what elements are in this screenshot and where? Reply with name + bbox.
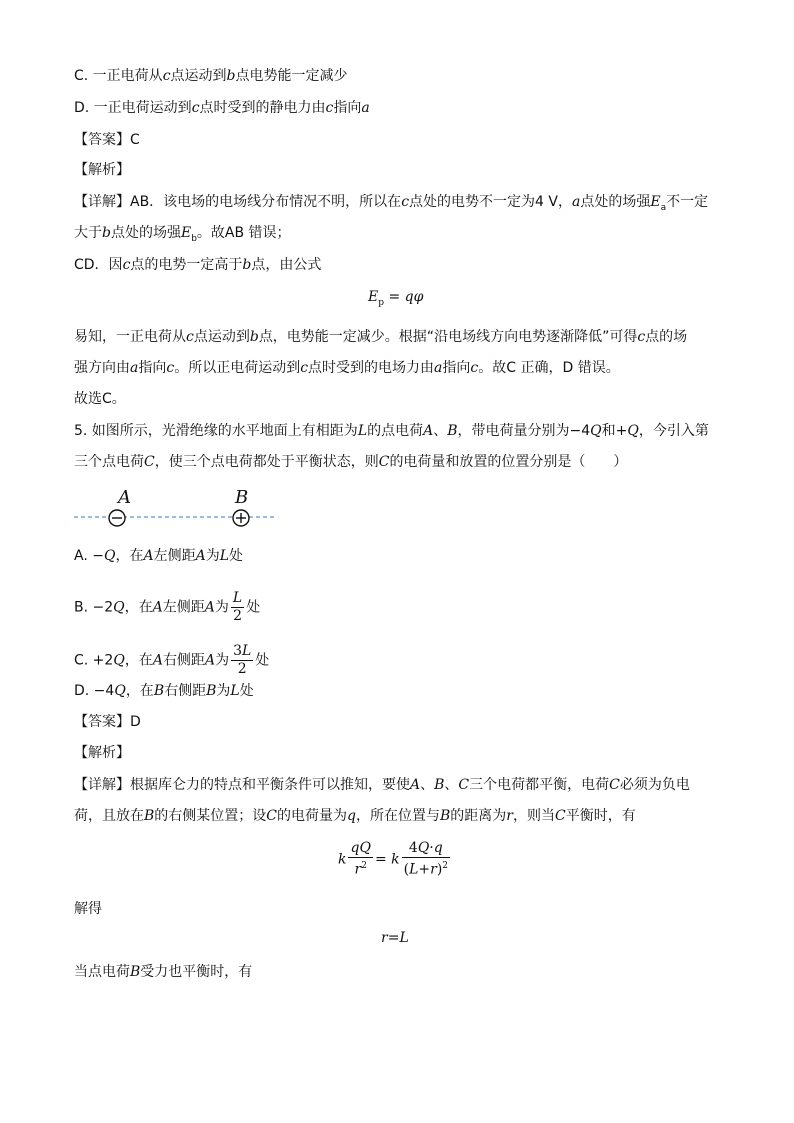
equation-coulomb: k $\frac{qQ}{r^2}$ = k $\frac{4Q\cdot q}{(L+r)^2}$ [338,840,449,878]
answer-1: 【答案】C [74,132,140,148]
label-a: A [118,487,131,508]
option-d-prev: D. 一正电荷运动到c点时受到的静电力由c指向a [74,100,370,116]
analysis-1: 【解析】 [74,162,130,178]
choice-c: C. +2Q，在A右侧距A为 $\frac{3L}{2}$ 处 [74,643,270,677]
charges-figure [70,484,280,532]
equation-r: r=L [381,930,409,946]
choice-a: A. −Q，在A左侧距A为L处 [74,548,243,564]
detail2-line-4: 当点电荷B受力也平衡时，有 [74,964,253,980]
choice-d: D. −4Q，在B右侧距B为L处 [74,683,254,699]
detail-line-6: 故选C。 [74,391,126,407]
choice-b: B. −2Q，在A左侧距A为 $\frac{L}{2}$ 处 [74,590,261,624]
detail-line-5: 强方向由a指向c。所以正电荷运动到c点时受到的电场力由a指向c。故C 正确，D 错误。 [74,360,620,376]
detail2-line-2: 荷，且放在B的右侧某位置；设C的电荷量为q，所在位置与B的距离为r，则当C平衡时，有 [74,808,636,824]
question-5-line-2: 三个点电荷C，使三个点电荷都处于平衡状态，则C的电荷量和放置的位置分别是（ ） [74,454,628,470]
detail2-line-1: 【详解】根据库仑力的特点和平衡条件可以推知，要使A、B、C三个电荷都平衡，电荷C必须为负电 [74,777,690,793]
option-c-prev: C. 一正电荷从c点运动到b点电势能一定减少 [74,68,348,84]
label-b: B [235,487,249,508]
analysis-2: 【解析】 [74,745,130,761]
solve-label: 解得 [74,901,102,917]
detail-line-1: 【详解】AB．该电场的电场线分布情况不明，所以在c点处的电势不一定为4 V，a点处的场强$E_a$不一定 [74,194,709,213]
answer-2: 【答案】D [74,714,141,730]
detail-line-4: 易知，一正电荷从c点运动到b点，电势能一定减少。根据“沿电场线方向电势逐渐降低”可得c点的场 [74,329,688,345]
detail-line-2: 大于b点处的场强$E_b$。故AB 错误； [74,225,291,244]
detail-line-3: CD．因c点的电势一定高于b点，由公式 [74,257,322,273]
question-5-line-1: 5. 如图所示，光滑绝缘的水平地面上有相距为L的点电荷A、B，带电荷量分别为−4Q和+Q，今引入第 [74,423,709,439]
equation-ep: $E_p = q\varphi$ [368,289,424,308]
